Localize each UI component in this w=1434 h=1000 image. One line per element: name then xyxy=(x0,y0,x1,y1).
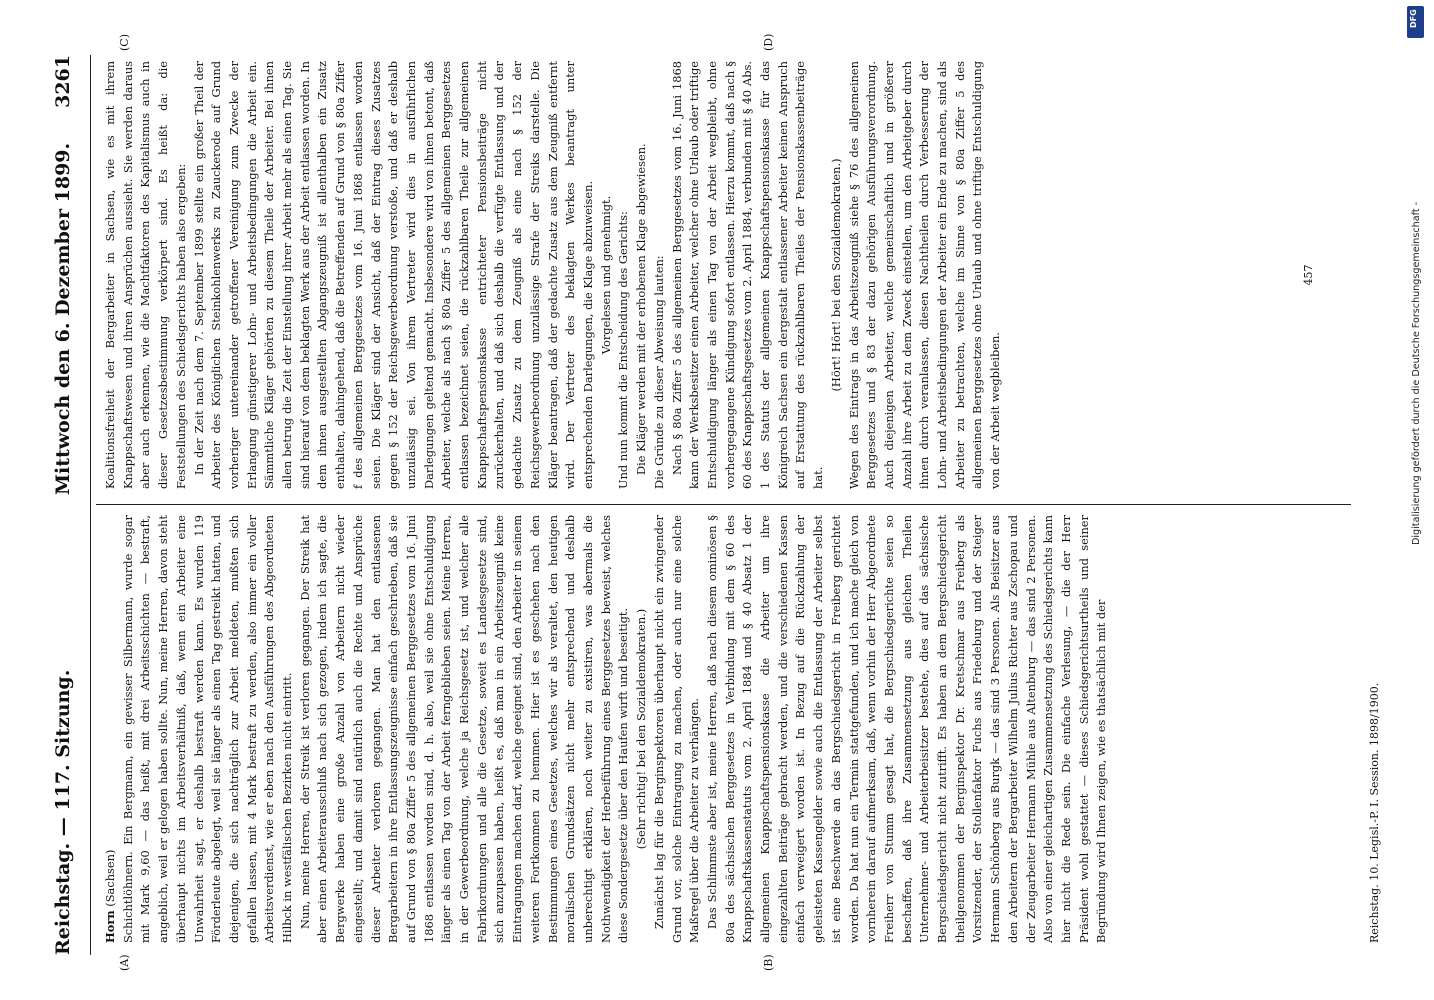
signature-number: 457 xyxy=(1302,264,1315,286)
paragraph: Schichtlöhnern. Ein Bergmann, ein gewisser Silbermann, wurde sogar mit Mark 9,60 — das heißt, mit drei Arbeitsschichten — bestraft, angeblich, weil er gelogen haben sollte. Nun, meine Herren, davon steht überhaupt nichts im Arbeitsverhältniß, daß, wenn ein Arbeiter eine Unwahrheit sagt, er deshalb bestraft werden kann. Es wurden 119 Förderleute abgelegt, weil sie länger als einen Tag gestreikt hatten, und diejenigen, die sich nachträglich zur Arbeit meldeten, mußten sich gefallen lassen, mit 4 Mark bestraft zu werden, also immer ein voller Arbeitsverdienst, wie er eben nach den Ausführungen des Abgeordneten Hilbck in westfälischen Bezirken nicht eintritt. xyxy=(120,515,295,943)
speaker-suffix: (Sachsen) xyxy=(103,849,117,907)
interjection: (Hört! Hört! bei den Sozialdemokraten.) xyxy=(828,158,843,392)
paragraph: Und nun kommt die Entscheidung des Gerichts: xyxy=(616,211,631,489)
digitization-note: Digitalisierung gefördert durch die Deutsche Forschungsgemeinschaft - xyxy=(1411,201,1422,545)
right-column xyxy=(102,61,1362,489)
header-date: Mittwoch den 6. Dezember 1899. xyxy=(52,142,74,495)
page-footer: Reichstag. 10. Legisl.-P. I. Session. 1898/1900. xyxy=(1368,682,1381,943)
header-session: Reichstag. — 117. Sitzung. xyxy=(52,669,74,955)
page-number: 3261 xyxy=(52,55,74,108)
paragraph: Das Schlimmste aber ist, meine Herren, daß nach diesem ominösen § 80a des sächsischen Berggesetzes in Verbindung mit dem § 60 des Knappschaftskassenstatuts vom 2. April 1884 und § 40 Absatz 1 der allgemeinen Knappschaftspensionskasse die Arbeiter um ihre eingezahlten Beiträge gebracht werden, und die verschiedenen Kassen einfach verweigert worden ist. In Bezug auf die Rückzahlung der geleisteten Kassengelder sowie auch die Entlassung der Arbeiter selbst ist eine Beschwerde an das Bergschiedsgericht in Freiberg gerichtet worden. Da hat nun ein Termin stattgefunden, und ich mache gleich von vornherein darauf aufmerksam, daß, wenn vorhin der Herr Abgeordnete Freiherr von Stumm gesagt hat, die Bergschiedsgerichte seien so beschaffen, daß ihre Zusammensetzung aus gleichen Theilen Unternehmer- und Arbeiterbeisitzer bestehe, dies auf das sächsische Bergschiedsgericht nicht zutrifft. Es haben an dem Bergschiedsgericht theilgenommen der Berginspektor Dr. Kretschmar aus Freiberg als Vorsitzender, der Stollenfaktor Fuchs aus Friedeburg und der Steiger Hermann Schönberg aus Burgk — das sind 3 Personen. Als Beisitzer aus den Arbeitern der Bergarbeiter Wilhelm Julius Richter aus Zschopau und der Zeugarbeiter Hermann Mühle aus Altenburg — das sind 2 Personen. Also von einer gleichartigen Zusammensetzung des Schiedsgerichts kann hier nicht die Rede sein. Die einfache Verlesung, — die der Herr Präsident wohl gestattet — dieses Schiedsgerichtsurtheils und seiner Begründung wird Ihnen zeigen, wie es thatsächlich mit der xyxy=(704,515,1109,943)
page-header xyxy=(46,55,86,955)
margin-letter-a: (A) xyxy=(118,954,131,971)
quoted-paragraph: In der Zeit nach dem 7. September 1899 stellte ein großer Theil der Arbeiter des Königlichen Steinkohlenwerks zu Zauckerode auf Grund vorheriger untereinander getroffener Vereinigung zum Zwecke der Erlangung günstigerer Lohn- und Arbeitsbedingungen die Arbeit ein. Sämmtliche Kläger gehörten zu diesem Theile der Arbeiter. Bei ihnen allen betrug die Zeit der Einstellung ihrer Arbeit mehr als einen Tag. Sie sind hierauf von dem beklagten Werk aus der Arbeit entlassen worden. In dem ihnen ausgestellten Abgangszeugniß ist allenthalben ein Zusatz enthalten, dahingehend, daß die Betreffenden auf Grund von § 80a Ziffer f des allgemeinen Berggesetzes vom 16. Juni 1868 entlassen worden seien. Die Kläger sind der Ansicht, daß der Eintrag dieses Zusatzes gegen § 152 der Reichsgewerbeordnung verstoße, und daß er deshalb unzulässig sei. Von ihrem Vertreter wird dies in ausführlichen Darlegungen geltend gemacht. Insbesondere wird von ihnen betont, daß Arbeiter, welche als nach § 80a Ziffer 5 des allgemeinen Berggesetzes entlassen bezeichnet seien, die rückzahlbaren Theile zur allgemeinen Knappschaftspensionskasse entrichteter Pensionsbeiträge nicht zurückerhalten, und daß sich deshalb die verfügte Entlassung und der gedachte Zusatz zu dem Zeugniß als eine nach § 152 der Reichsgewerbeordnung unzulässige Strafe der Streiks darstelle. Die Kläger beantragen, daß der gedachte Zusatz aus dem Zeugniß entfernt wird. Der Vertreter des beklagten Werkes beantragt unter entsprechenden Darlegungen, die Klage abzuweisen. xyxy=(191,61,595,489)
header-rule xyxy=(90,55,91,955)
margin-letter-b: (B) xyxy=(762,954,775,971)
rotated-page xyxy=(22,25,1422,985)
paragraph: Die Gründe zu dieser Abweisung lauten: xyxy=(651,255,666,489)
column-divider xyxy=(96,504,1351,505)
quoted-paragraph: Wegen des Eintrags in das Arbeitszeugniß siehe § 76 des allgemeinen Berggesetzes und § 83 der dazu gehörigen Ausführungsverordnung. Auch diejenigen Arbeiter, welche gemeinschaftlich und in größerer Anzahl ihre Arbeit zu dem Zweck einstellen, um den Arbeitgeber durch ihnen durch veranlassen, diesen Nachtheilen durch Verbesserung der Lohn- und Arbeitsbedingungen der Arbeiter ein Ende zu machen, sind als Arbeiter zu betrachten, welche im Sinne von § 80a Ziffer 5 des allgemeinen Berggesetzes ohne Urlaub und ohne triftige Entschuldigung von der Arbeit wegbleiben. xyxy=(846,61,1003,489)
paragraph: Zunächst lag für die Berginspektoren überhaupt nicht ein zwingender Grund vor, solche Eintragung zu machen, oder auch nur eine solche Maßregel über die Arbeiter zu verhängen. xyxy=(651,515,702,943)
speaker-name: Horn xyxy=(103,910,117,943)
paragraph: Koalitionsfreiheit der Bergarbeiter in Sachsen, wie es mit ihrem Knappschaftswesen und ihren Ansprüchen aussieht. Sie werden daraus aber auch erkennen, wie die Machtfaktoren des Kapitalismus auch in dieser Gesetzesbestimmung verkörpert sind. Es heißt da: die Feststellungen des Schiedsgerichts haben also ergeben: xyxy=(103,61,188,489)
left-column xyxy=(102,515,1362,943)
margin-letter-d: (D) xyxy=(762,33,775,51)
margin-letter-c: (C) xyxy=(118,34,131,51)
dfg-logo-text: DFG xyxy=(1409,9,1418,28)
paragraph: Nun, meine Herren, der Streik ist verloren gegangen. Der Streik hat aber einen Arbeiterausschluß nach sich gezogen, indem ich sagte, die Bergwerke haben eine große Anzahl von Arbeitern nicht wieder eingestellt; und damit sind natürlich auch die Rechte und Ansprüche dieser Arbeiter verloren gegangen. Man hat den entlassenen Bergarbeitern in ihre Entlassungszeugnisse einfach geschrieben, daß sie auf Grund von § 80a Ziffer 5 des allgemeinen Berggesetzes vom 16. Juni 1868 entlassen worden sind, d. h. also, weil sie ohne Entschuldigung länger als einen Tag von der Arbeit ferngeblieben seien. Meine Herren, in der Gewerbeordnung, welche ja Reichsgesetz ist, und welcher alle Fabrikordnungen und alle die Gesetze, soweit es Landesgesetze sind, sich anzupassen haben, heißt es, daß man in ein Arbeitszeugniß keine Eintragungen machen darf, welche geeignet sind, den Arbeiter in seinem weiteren Fortkommen zu hemmen. Hier ist es geschehen nach den Bestimmungen eines Gesetzes, welches wir als veraltet, den heutigen moralischen Grundsätzen nicht mehr entsprechend und deshalb unberechtigt erklären, noch weiter zu existiren, was abermals die Nothwendigkeit der Herbeiführung eines Berggesetzes beweist, welches diese Sondergesetze über den Haufen wirft und beseitigt. xyxy=(297,515,631,943)
quoted-paragraph: Nach § 80a Ziffer 5 des allgemeinen Berggesetzes vom 16. Juni 1868 kann der Werksbesitzer einen Arbeiter, welcher ohne Urlaub oder triftige Entschuldigung länger als einen Tag von der Arbeit wegbleibt, ohne vorhergegangene Kündigung sofort entlassen. Hierzu kommt, daß nach § 60 des Knappschaftsgesetzes vom 2. April 1884, verbunden mit § 40 Abs. 1 des Statuts der allgemeinen Knappschaftspensionskasse für das Königreich Sachsen ein dergestalt entlassener Arbeiter keinen Anspruch auf Erstattung des rückzahlbaren Theiles der Pensionskassenbeiträge hat. xyxy=(669,61,826,489)
approval-line: Vorgelesen und genehmigt. xyxy=(598,195,613,355)
speaker-line xyxy=(102,515,120,943)
digitization-strip xyxy=(1403,0,1434,1000)
verdict-line: Die Kläger werden mit der erhobenen Klage abgewiesen. xyxy=(634,143,649,475)
interjection: (Sehr richtig! bei den Sozialdemokraten.) xyxy=(634,608,649,850)
